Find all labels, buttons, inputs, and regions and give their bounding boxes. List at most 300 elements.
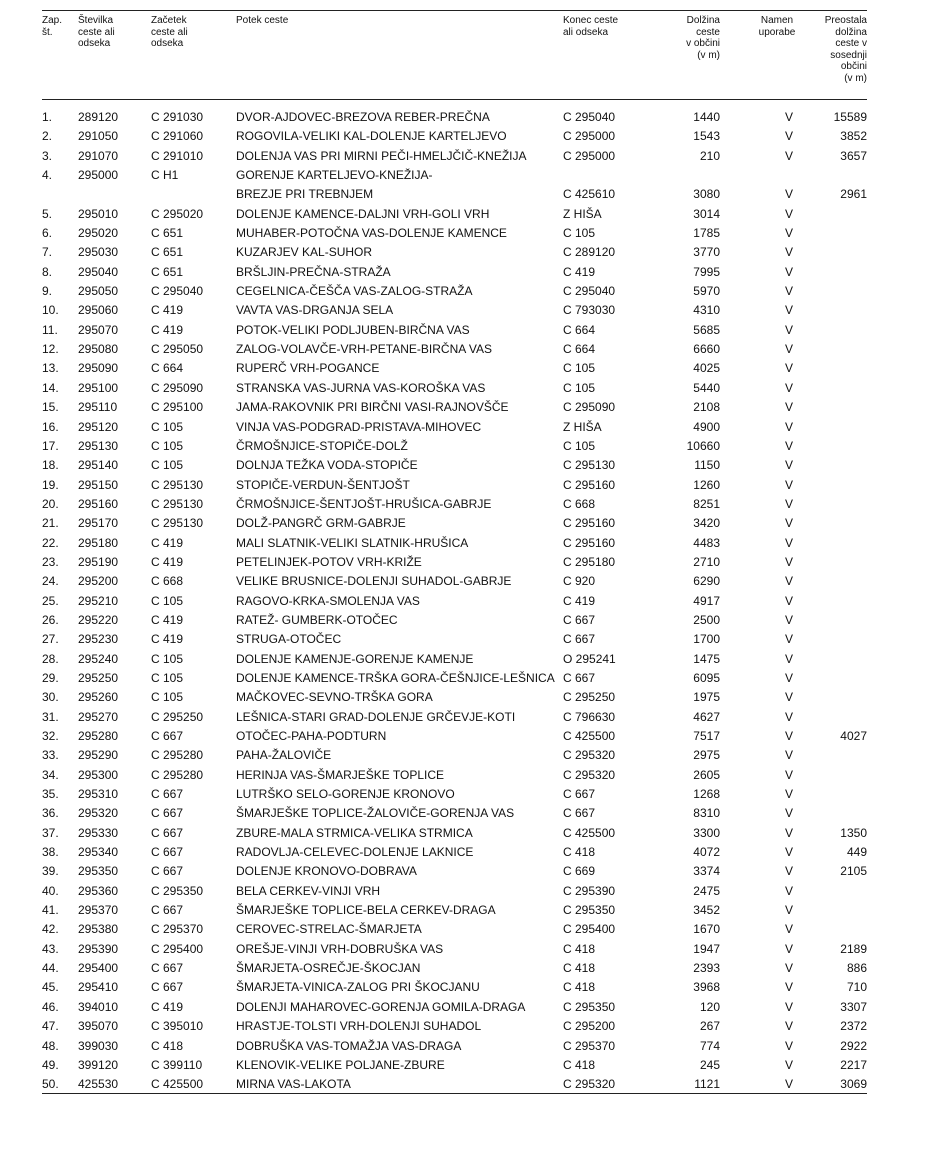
cell-zac: C 667 bbox=[151, 845, 184, 860]
cell-st: 295150 bbox=[78, 477, 119, 492]
cell-dol: 2605 bbox=[693, 767, 720, 782]
cell-zap: 44. bbox=[42, 961, 59, 976]
cell-nam: V bbox=[784, 206, 793, 221]
cell-kon: C 295040 bbox=[563, 110, 616, 124]
header-zacetek: Začetek ceste ali odseka bbox=[151, 15, 188, 49]
table-row bbox=[42, 282, 867, 301]
table-row bbox=[42, 456, 867, 475]
cell-zap: 17. bbox=[42, 438, 59, 453]
table-row bbox=[42, 862, 867, 881]
cell-dol: 3770 bbox=[693, 245, 720, 260]
cell-pre: 710 bbox=[846, 980, 867, 995]
cell-dol: 7995 bbox=[693, 264, 720, 279]
cell-nam: V bbox=[784, 1019, 793, 1034]
cell-st: 295160 bbox=[78, 496, 119, 511]
cell-zac: C 651 bbox=[151, 264, 184, 279]
table-row bbox=[42, 398, 867, 417]
cell-kon: O 295241 bbox=[563, 651, 616, 666]
cell-kon: C 289120 bbox=[563, 245, 616, 260]
cell-st: 295230 bbox=[78, 632, 119, 647]
cell-st: 295300 bbox=[78, 767, 119, 782]
table-row bbox=[42, 263, 867, 282]
header-potek: Potek ceste bbox=[236, 15, 289, 26]
table-row bbox=[42, 940, 867, 959]
cell-potek: DOLENJE KAMENCE-TRŠKA GORA-ČEŠNJICE-LEŠNICA bbox=[236, 670, 555, 685]
cell-potek: VINJA VAS-PODGRAD-PRISTAVA-MIHOVEC bbox=[236, 419, 482, 434]
cell-zac: C 295040 bbox=[151, 284, 204, 299]
cell-st: 295040 bbox=[78, 264, 119, 279]
cell-dol: 6095 bbox=[693, 670, 720, 685]
cell-potek: POTOK-VELIKI PODLJUBEN-BIRČNA VAS bbox=[236, 322, 470, 337]
cell-nam: V bbox=[784, 419, 793, 434]
table-row bbox=[42, 243, 867, 262]
cell-dol: 2108 bbox=[693, 400, 720, 415]
cell-zac: C 295370 bbox=[151, 922, 204, 937]
cell-kon: C 418 bbox=[563, 845, 596, 860]
cell-zac: C 105 bbox=[151, 593, 184, 608]
cell-kon: C 418 bbox=[563, 941, 596, 956]
cell-potek: BRŠLJIN-PREČNA-STRAŽA bbox=[236, 264, 391, 279]
cell-potek: STRANSKA VAS-JURNA VAS-KOROŠKA VAS bbox=[236, 380, 486, 395]
cell-potek: PETELINJEK-POTOV VRH-KRIŽE bbox=[236, 554, 422, 569]
table-row bbox=[42, 224, 867, 243]
cell-st: 295130 bbox=[78, 438, 119, 453]
cell-nam: V bbox=[784, 361, 793, 376]
header-namen: Namen uporabe bbox=[758, 15, 796, 38]
table-row bbox=[42, 534, 867, 553]
cell-kon: C 667 bbox=[563, 632, 596, 647]
cell-nam: V bbox=[784, 303, 793, 318]
cell-st: 295140 bbox=[78, 458, 119, 473]
table-row bbox=[42, 630, 867, 649]
cell-st: 295190 bbox=[78, 554, 119, 569]
cell-nam: V bbox=[784, 632, 793, 647]
cell-potek: DOLENJE KAMENCE-DALJNI VRH-GOLI VRH bbox=[236, 206, 490, 221]
cell-st: 295180 bbox=[78, 535, 119, 550]
cell-dol: 1150 bbox=[694, 458, 720, 473]
cell-nam: V bbox=[784, 767, 793, 782]
cell-potek: MAČKOVEC-SEVNO-TRŠKA GORA bbox=[236, 690, 433, 705]
cell-nam: V bbox=[784, 477, 793, 492]
cell-dol: 4627 bbox=[693, 709, 720, 724]
cell-potek: ČRMOŠNJICE-ŠENTJOŠT-HRUŠICA-GABRJE bbox=[236, 496, 492, 511]
cell-dol: 1785 bbox=[693, 226, 720, 241]
header-preostala: Preostala dolžina ceste v sosednji občini (v m) bbox=[824, 15, 867, 84]
cell-nam: V bbox=[784, 903, 793, 918]
cell-dol: 4025 bbox=[693, 361, 720, 376]
table-row bbox=[42, 553, 867, 572]
table-row bbox=[42, 785, 867, 804]
cell-dol: 210 bbox=[699, 148, 720, 163]
cell-kon: C 668 bbox=[563, 496, 596, 511]
cell-st: 295330 bbox=[78, 825, 119, 840]
cell-zap: 30. bbox=[42, 690, 59, 705]
cell-kon: C 295320 bbox=[563, 1077, 616, 1092]
cell-dol: 2975 bbox=[693, 748, 720, 763]
table-row bbox=[42, 708, 867, 727]
cell-zap: 24. bbox=[42, 574, 59, 589]
cell-dol: 1121 bbox=[694, 1077, 720, 1092]
cell-kon: C 295090 bbox=[563, 400, 616, 415]
cell-dol: 8251 bbox=[693, 496, 720, 511]
cell-dol: 1975 bbox=[693, 690, 720, 705]
cell-potek: STOPIČE-VERDUN-ŠENTJOŠT bbox=[236, 477, 410, 492]
cell-potek: ŠMARJETA-VINICA-ZALOG PRI ŠKOCJANU bbox=[236, 980, 480, 995]
cell-dol: 245 bbox=[699, 1057, 720, 1072]
cell-zap: 43. bbox=[42, 941, 59, 956]
cell-nam: V bbox=[784, 1077, 793, 1092]
cell-potek: MUHABER-POTOČNA VAS-DOLENJE KAMENCE bbox=[236, 226, 507, 241]
cell-st: 399030 bbox=[78, 1038, 119, 1053]
cell-zac: C 419 bbox=[151, 535, 184, 550]
cell-potek: DOLENJE KAMENJE-GORENJE KAMENJE bbox=[236, 651, 474, 666]
cell-st: 295240 bbox=[78, 651, 119, 666]
cell-zap: 31. bbox=[42, 709, 59, 724]
cell-zac: C 295020 bbox=[151, 206, 204, 221]
cell-zac: C 295130 bbox=[151, 516, 204, 531]
table-row bbox=[42, 882, 867, 901]
table-row bbox=[42, 340, 867, 359]
cell-zap: 10. bbox=[42, 303, 59, 318]
cell-zac: C 295400 bbox=[151, 941, 204, 956]
cell-zac: C 295280 bbox=[151, 767, 204, 782]
cell-zap: 20. bbox=[42, 496, 59, 511]
cell-kon: C 295000 bbox=[563, 129, 616, 144]
cell-kon: C 295250 bbox=[563, 690, 616, 705]
cell-kon: C 664 bbox=[563, 342, 596, 357]
cell-st: 295010 bbox=[78, 206, 119, 221]
cell-nam: V bbox=[784, 1057, 793, 1072]
cell-zac: C 105 bbox=[151, 458, 184, 473]
cell-kon: C 419 bbox=[563, 264, 596, 279]
cell-potek: CEROVEC-STRELAC-ŠMARJETA bbox=[236, 922, 422, 937]
cell-dol: 5685 bbox=[693, 322, 720, 337]
cell-zap: 22. bbox=[42, 535, 59, 550]
cell-potek: JAMA-RAKOVNIK PRI BIRČNI VASI-RAJNOVŠČE bbox=[236, 400, 509, 415]
cell-nam: V bbox=[784, 110, 793, 124]
cell-zap: 36. bbox=[42, 806, 59, 821]
cell-pre: 3069 bbox=[840, 1077, 867, 1092]
cell-st: 295370 bbox=[78, 903, 119, 918]
cell-dol: 2475 bbox=[693, 883, 720, 898]
table-row bbox=[42, 1017, 867, 1036]
header-konec: Konec ceste ali odseka bbox=[563, 15, 619, 38]
cell-kon: C 295400 bbox=[563, 922, 616, 937]
cell-nam: V bbox=[784, 729, 793, 743]
cell-zap: 26. bbox=[42, 612, 59, 627]
cell-dol: 1268 bbox=[693, 787, 720, 802]
cell-nam: V bbox=[784, 864, 793, 879]
cell-zac: C 419 bbox=[151, 632, 184, 647]
cell-st: 295030 bbox=[78, 245, 119, 260]
cell-zap: 46. bbox=[42, 999, 59, 1014]
cell-st: 295280 bbox=[78, 729, 119, 743]
cell-st: 295210 bbox=[78, 593, 119, 608]
table-row bbox=[42, 321, 867, 340]
cell-zac: C 668 bbox=[151, 574, 184, 589]
cell-kon: C 295200 bbox=[563, 1019, 616, 1034]
cell-zac: C 105 bbox=[151, 670, 184, 685]
cell-zap: 32. bbox=[42, 729, 59, 743]
header-rule bbox=[42, 99, 867, 100]
table-row bbox=[42, 514, 867, 533]
cell-zap: 16. bbox=[42, 419, 59, 434]
cell-zac: C 395010 bbox=[151, 1019, 204, 1034]
table-row bbox=[42, 572, 867, 591]
cell-zac: C 667 bbox=[151, 729, 184, 743]
header-zap: Zap. št. bbox=[42, 15, 63, 38]
cell-dol: 3080 bbox=[693, 187, 720, 202]
cell-nam: V bbox=[784, 187, 793, 202]
cell-zac: C 295250 bbox=[151, 709, 204, 724]
cell-zap: 34. bbox=[42, 767, 59, 782]
cell-st: 291050 bbox=[78, 129, 119, 144]
table-row bbox=[42, 205, 867, 224]
table-row bbox=[42, 746, 867, 765]
cell-nam: V bbox=[784, 574, 793, 589]
cell-potek: LUTRŠKO SELO-GORENJE KRONOVO bbox=[236, 787, 455, 802]
cell-st: 295100 bbox=[78, 380, 119, 395]
cell-zac: C 667 bbox=[151, 864, 184, 879]
cell-nam: V bbox=[784, 690, 793, 705]
cell-zap: 28. bbox=[42, 651, 59, 666]
cell-zac: C H1 bbox=[151, 168, 179, 183]
table-row bbox=[42, 147, 867, 166]
cell-potek: ŠMARJETA-OSREČJE-ŠKOCJAN bbox=[236, 961, 421, 976]
cell-st: 295390 bbox=[78, 941, 119, 956]
cell-st: 295340 bbox=[78, 845, 119, 860]
cell-zap: 13. bbox=[42, 361, 59, 376]
cell-dol: 1475 bbox=[693, 651, 720, 666]
cell-pre: 3852 bbox=[840, 129, 867, 144]
cell-potek: CEGELNICA-ČEŠČA VAS-ZALOG-STRAŽA bbox=[236, 284, 473, 299]
cell-kon: Z HIŠA bbox=[563, 206, 602, 221]
cell-potek: LEŠNICA-STARI GRAD-DOLENJE GRČEVJE-KOTI bbox=[236, 709, 516, 724]
cell-nam: V bbox=[784, 593, 793, 608]
cell-potek: MIRNA VAS-LAKOTA bbox=[236, 1077, 351, 1092]
table-row bbox=[42, 978, 867, 997]
cell-potek: DOBRUŠKA VAS-TOMAŽJA VAS-DRAGA bbox=[236, 1038, 462, 1053]
cell-kon: C 425500 bbox=[563, 825, 616, 840]
cell-potek: OTOČEC-PAHA-PODTURN bbox=[236, 729, 387, 743]
cell-zap: 39. bbox=[42, 864, 59, 879]
cell-zap: 41. bbox=[42, 903, 59, 918]
header-stevilka: Številka ceste ali odseka bbox=[78, 15, 115, 49]
cell-st: 295000 bbox=[78, 168, 119, 183]
cell-dol: 774 bbox=[699, 1038, 720, 1053]
cell-st: 295170 bbox=[78, 516, 119, 531]
cell-dol: 6290 bbox=[693, 574, 720, 589]
cell-pre: 886 bbox=[846, 961, 867, 976]
table-row bbox=[42, 998, 867, 1017]
cell-dol: 3420 bbox=[693, 516, 720, 531]
cell-st: 295080 bbox=[78, 342, 119, 357]
cell-st: 295270 bbox=[78, 709, 119, 724]
cell-zap: 3. bbox=[42, 148, 53, 163]
cell-st: 295060 bbox=[78, 303, 119, 318]
cell-nam: V bbox=[784, 380, 793, 395]
cell-zap: 50. bbox=[42, 1077, 59, 1092]
cell-kon: C 295390 bbox=[563, 883, 616, 898]
cell-nam: V bbox=[784, 941, 793, 956]
cell-kon: C 418 bbox=[563, 1057, 596, 1072]
table-row bbox=[42, 1075, 867, 1094]
cell-zac: C 105 bbox=[151, 690, 184, 705]
cell-zac: C 419 bbox=[151, 322, 184, 337]
cell-zap: 25. bbox=[42, 593, 59, 608]
cell-kon: C 295160 bbox=[563, 516, 616, 531]
table-row bbox=[42, 359, 867, 378]
table-row bbox=[42, 920, 867, 939]
cell-zac: C 105 bbox=[151, 419, 184, 434]
cell-kon: C 425500 bbox=[563, 729, 616, 743]
cell-kon: C 418 bbox=[563, 980, 596, 995]
cell-nam: V bbox=[784, 883, 793, 898]
cell-kon: C 796630 bbox=[563, 709, 616, 724]
cell-zac: C 295130 bbox=[151, 477, 204, 492]
cell-zac: C 667 bbox=[151, 903, 184, 918]
cell-kon: C 295180 bbox=[563, 554, 616, 569]
cell-dol: 6660 bbox=[693, 342, 720, 357]
cell-kon: C 105 bbox=[563, 361, 596, 376]
cell-zac: C 399110 bbox=[151, 1057, 203, 1072]
cell-zap: 49. bbox=[42, 1057, 59, 1072]
cell-dol: 120 bbox=[699, 999, 720, 1014]
cell-zap: 14. bbox=[42, 380, 59, 395]
cell-dol: 1440 bbox=[693, 110, 720, 124]
cell-zap: 21. bbox=[42, 516, 59, 531]
cell-st: 295070 bbox=[78, 322, 119, 337]
cell-st: 295320 bbox=[78, 806, 119, 821]
cell-st: 425530 bbox=[78, 1077, 119, 1092]
cell-potek: GORENJE KARTELJEVO-KNEŽIJA- BREZJE PRI TREBNJEM bbox=[236, 168, 433, 202]
cell-nam: V bbox=[784, 342, 793, 357]
cell-potek: VAVTA VAS-DRGANJA SELA bbox=[236, 303, 394, 318]
cell-dol: 3968 bbox=[693, 980, 720, 995]
cell-potek: RATEŽ- GUMBERK-OTOČEC bbox=[236, 612, 398, 627]
table-bottom-rule bbox=[42, 1093, 867, 1094]
cell-st: 295200 bbox=[78, 574, 119, 589]
cell-zap: 38. bbox=[42, 845, 59, 860]
cell-kon: Z HIŠA bbox=[563, 419, 602, 434]
cell-nam: V bbox=[784, 709, 793, 724]
table-row bbox=[42, 108, 867, 127]
table-row bbox=[42, 437, 867, 456]
cell-pre: 2922 bbox=[840, 1038, 867, 1053]
cell-zap: 12. bbox=[42, 342, 59, 357]
cell-st: 295290 bbox=[78, 748, 119, 763]
table-row bbox=[42, 301, 867, 320]
cell-nam: V bbox=[784, 516, 793, 531]
cell-nam: V bbox=[784, 400, 793, 415]
cell-pre: 2189 bbox=[840, 941, 867, 956]
cell-st: 295350 bbox=[78, 864, 119, 879]
cell-potek: MALI SLATNIK-VELIKI SLATNIK-HRUŠICA bbox=[236, 535, 469, 550]
cell-potek: BELA CERKEV-VINJI VRH bbox=[236, 883, 381, 898]
table-row bbox=[42, 495, 867, 514]
cell-st: 289120 bbox=[78, 110, 119, 124]
cell-pre: 2961 bbox=[840, 187, 867, 202]
cell-potek: RAGOVO-KRKA-SMOLENJA VAS bbox=[236, 593, 420, 608]
table-row bbox=[42, 804, 867, 823]
cell-dol: 4483 bbox=[693, 535, 720, 550]
cell-pre: 2217 bbox=[840, 1057, 867, 1072]
cell-pre: 3657 bbox=[840, 148, 867, 163]
cell-dol: 4072 bbox=[693, 845, 720, 860]
cell-nam: V bbox=[784, 806, 793, 821]
cell-dol: 2393 bbox=[693, 961, 720, 976]
cell-nam: V bbox=[784, 226, 793, 241]
table-row bbox=[42, 476, 867, 495]
cell-dol: 1700 bbox=[693, 632, 720, 647]
cell-dol: 267 bbox=[699, 1019, 720, 1034]
cell-pre: 15589 bbox=[833, 110, 867, 124]
cell-potek: ŠMARJEŠKE TOPLICE-BELA CERKEV-DRAGA bbox=[236, 903, 496, 918]
cell-zac: C 419 bbox=[151, 999, 184, 1014]
cell-kon: C 295160 bbox=[563, 477, 616, 492]
cell-pre: 449 bbox=[846, 845, 867, 860]
cell-st: 295310 bbox=[78, 787, 119, 802]
cell-dol: 4917 bbox=[693, 593, 720, 608]
header-dolzina: Dolžina ceste v občini (v m) bbox=[686, 15, 720, 61]
table-row bbox=[42, 127, 867, 146]
cell-nam: V bbox=[784, 922, 793, 937]
cell-st: 291070 bbox=[78, 148, 119, 163]
cell-dol: 2500 bbox=[693, 612, 720, 627]
cell-potek: OREŠJE-VINJI VRH-DOBRUŠKA VAS bbox=[236, 941, 444, 956]
cell-zap: 8. bbox=[42, 264, 53, 279]
table-row bbox=[42, 688, 867, 707]
cell-nam: V bbox=[784, 748, 793, 763]
cell-st: 295090 bbox=[78, 361, 119, 376]
table-row bbox=[42, 1037, 867, 1056]
cell-st: 295360 bbox=[78, 883, 119, 898]
cell-zac: C 419 bbox=[151, 612, 184, 627]
cell-potek: HERINJA VAS-ŠMARJEŠKE TOPLICE bbox=[236, 767, 445, 782]
cell-kon: C 295350 bbox=[563, 903, 616, 918]
cell-nam: V bbox=[784, 1038, 793, 1053]
cell-nam: V bbox=[784, 651, 793, 666]
cell-potek: ŠMARJEŠKE TOPLICE-ŽALOVIČE-GORENJA VAS bbox=[236, 806, 515, 821]
cell-zac: C 105 bbox=[151, 438, 184, 453]
table-row bbox=[42, 959, 867, 978]
table-row bbox=[42, 901, 867, 920]
cell-potek: ZBURE-MALA STRMICA-VELIKA STRMICA bbox=[236, 825, 473, 840]
cell-zac: C 419 bbox=[151, 554, 184, 569]
cell-potek: VELIKE BRUSNICE-DOLENJI SUHADOL-GABRJE bbox=[236, 574, 512, 589]
cell-zap: 45. bbox=[42, 980, 59, 995]
cell-nam: V bbox=[784, 129, 793, 144]
cell-potek: DOLENJE KRONOVO-DOBRAVA bbox=[236, 864, 417, 879]
cell-nam: V bbox=[784, 284, 793, 299]
cell-st: 295260 bbox=[78, 690, 119, 705]
cell-dol: 3452 bbox=[693, 903, 720, 918]
cell-kon: C 425610 bbox=[563, 187, 616, 202]
cell-st: 295110 bbox=[78, 400, 118, 415]
cell-potek: ZALOG-VOLAVČE-VRH-PETANE-BIRČNA VAS bbox=[236, 342, 493, 357]
cell-nam: V bbox=[784, 670, 793, 685]
cell-kon: C 105 bbox=[563, 438, 596, 453]
cell-zac: C 651 bbox=[151, 245, 184, 260]
cell-zap: 11. bbox=[42, 322, 58, 337]
table-top-rule bbox=[42, 10, 867, 11]
cell-zap: 19. bbox=[42, 477, 59, 492]
cell-kon: C 295320 bbox=[563, 767, 616, 782]
cell-dol: 3374 bbox=[693, 864, 720, 879]
cell-zap: 9. bbox=[42, 284, 53, 299]
cell-kon: C 295350 bbox=[563, 999, 616, 1014]
cell-zac: C 291030 bbox=[151, 110, 204, 124]
